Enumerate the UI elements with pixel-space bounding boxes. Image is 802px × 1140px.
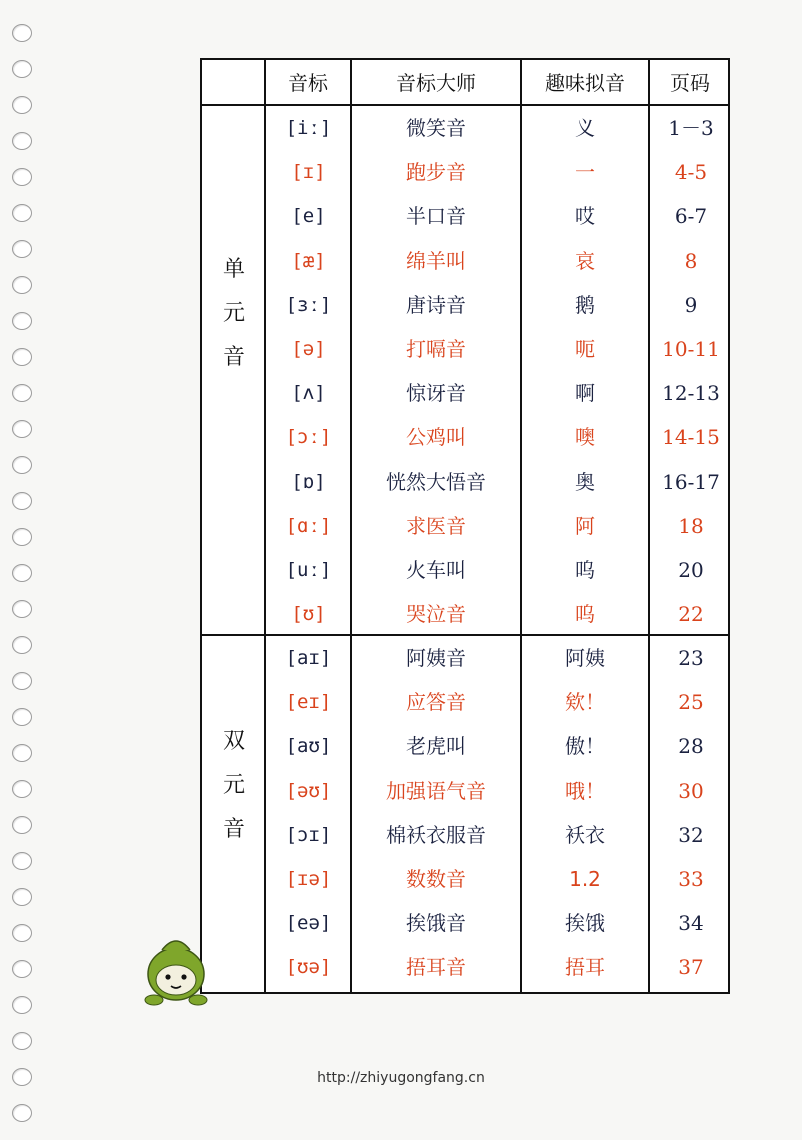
phonetic-symbol: [e]	[291, 205, 326, 228]
symbol-master-name: 应答音	[406, 690, 466, 715]
phonetic-symbol: [ɜː]	[285, 293, 332, 316]
table-row	[266, 592, 728, 636]
col-header-fun: 趣味拟音	[545, 71, 625, 95]
symbol-master-name: 数数音	[406, 867, 466, 891]
page-number: 25	[678, 690, 704, 715]
fun-onomatopoeia: 噢	[575, 425, 595, 450]
page-number: 20	[678, 558, 704, 582]
punch-hole	[12, 348, 32, 366]
punch-hole	[12, 600, 32, 618]
symbol-master-name: 阿姨音	[406, 646, 466, 670]
punch-hole	[12, 168, 32, 186]
phonetic-symbol: [ɪ]	[291, 161, 326, 184]
col-header-master: 音标大师	[396, 71, 476, 95]
page-number: 34	[678, 911, 704, 936]
phonetic-symbol: [eɪ]	[285, 691, 332, 714]
group-label-monophthong: 单 元 音	[222, 257, 245, 370]
phonetic-symbol: [uː]	[285, 559, 332, 581]
symbol-master-name: 打嗝音	[406, 337, 466, 361]
phonetic-symbol: [æ]	[291, 249, 326, 272]
green-frog-mascot-icon	[140, 930, 212, 1008]
punch-hole	[12, 816, 32, 834]
phonetic-symbol: [ʊə]	[285, 956, 332, 979]
table-row	[266, 680, 728, 724]
punch-hole	[12, 636, 32, 654]
punch-hole	[12, 924, 32, 942]
punch-hole	[12, 132, 32, 150]
fun-onomatopoeia: 呃	[575, 337, 595, 361]
punch-hole	[12, 312, 32, 330]
page-number: 1－3	[668, 116, 714, 140]
table-row	[266, 813, 728, 857]
table-row	[266, 239, 728, 283]
fun-onomatopoeia: 呜	[575, 602, 595, 627]
symbol-master-name: 加强语气音	[386, 778, 486, 803]
fun-onomatopoeia: 哀	[575, 248, 595, 273]
page-number: 4-5	[674, 160, 708, 185]
punch-hole	[12, 852, 32, 870]
phonetic-symbol: [ʊ]	[291, 603, 326, 626]
table-row	[266, 460, 728, 504]
symbol-master-name: 捂耳音	[406, 955, 466, 980]
punch-hole	[12, 996, 32, 1014]
punch-hole	[12, 528, 32, 546]
punch-hole	[12, 240, 32, 258]
punch-hole	[12, 96, 32, 114]
page-number: 32	[678, 822, 704, 847]
fun-onomatopoeia: 阿	[575, 513, 595, 538]
symbol-master-name: 公鸡叫	[406, 425, 466, 450]
fun-onomatopoeia: 一	[575, 160, 595, 185]
punch-hole	[12, 276, 32, 294]
symbol-master-name: 半口音	[406, 204, 466, 229]
fun-onomatopoeia: 阿姨	[565, 646, 605, 670]
page-number: 9	[684, 292, 698, 317]
phonetic-symbol: [ɔː]	[285, 426, 332, 449]
table-row	[266, 945, 728, 989]
punch-hole	[12, 708, 32, 726]
punch-hole	[12, 780, 32, 798]
phonetic-symbol: [ɔɪ]	[285, 823, 332, 846]
page-number: 18	[678, 513, 704, 538]
page-number: 28	[678, 734, 704, 759]
phonetic-symbol: [ə]	[291, 338, 326, 360]
punch-hole	[12, 456, 32, 474]
table-row	[266, 283, 728, 327]
phonetic-symbol: [aʊ]	[285, 735, 332, 758]
page-number: 22	[678, 602, 704, 627]
group-label-diphthong: 双 元 音	[222, 729, 245, 842]
punch-hole	[12, 420, 32, 438]
table-row	[266, 106, 728, 150]
punch-hole	[12, 960, 32, 978]
symbol-master-name: 唐诗音	[406, 292, 466, 317]
punch-hole	[12, 492, 32, 510]
fun-onomatopoeia: 哎	[575, 204, 595, 229]
table-row	[266, 857, 728, 901]
phonetic-symbol: [ɑː]	[285, 514, 332, 537]
symbol-master-name: 绵羊叫	[406, 248, 466, 273]
page-number: 10-11	[662, 337, 720, 361]
symbol-master-name: 恍然大悟音	[386, 469, 486, 494]
fun-onomatopoeia: 捂耳	[565, 955, 605, 980]
symbol-master-name: 跑步音	[406, 160, 466, 185]
table-row	[266, 150, 728, 194]
page-number: 12-13	[662, 381, 720, 406]
table-row	[266, 504, 728, 548]
fun-onomatopoeia: 哦！	[565, 778, 605, 803]
page-number: 30	[678, 778, 704, 803]
table-row	[266, 769, 728, 813]
punch-hole	[12, 744, 32, 762]
symbol-master-name: 火车叫	[406, 558, 466, 582]
fun-onomatopoeia: 1.2	[569, 867, 601, 891]
col-header-symbol: 音标	[288, 71, 328, 95]
col-header-page: 页码	[670, 71, 710, 95]
fun-onomatopoeia: 呜	[575, 558, 595, 582]
table-row	[266, 194, 728, 238]
table-row	[266, 548, 728, 592]
fun-onomatopoeia: 傲！	[565, 734, 605, 759]
fun-onomatopoeia: 袄衣	[565, 822, 605, 847]
phonetic-symbol: [aɪ]	[285, 647, 332, 669]
footer-url: http://zhiyugongfang.cn	[317, 1070, 485, 1086]
table-row	[266, 415, 728, 459]
table-row	[266, 327, 728, 371]
symbol-master-name: 哭泣音	[406, 602, 466, 627]
fun-onomatopoeia: 奥	[575, 469, 595, 494]
table-row	[266, 901, 728, 945]
page-number: 33	[678, 867, 704, 891]
symbol-master-name: 求医音	[406, 513, 466, 538]
punch-hole	[12, 384, 32, 402]
page-number: 14-15	[662, 425, 720, 450]
fun-onomatopoeia: 鹅	[575, 292, 595, 317]
fun-onomatopoeia: 啊	[575, 381, 595, 406]
vowel-table	[200, 58, 730, 994]
phonetic-symbol: [eə]	[285, 912, 332, 935]
page-number: 8	[684, 248, 698, 273]
punch-holes	[12, 24, 34, 1140]
page-number: 16-17	[662, 469, 720, 494]
punch-hole	[12, 60, 32, 78]
punch-hole	[12, 1032, 32, 1050]
phonetic-symbol: [ɒ]	[291, 470, 326, 493]
phonetic-symbol: [əʊ]	[285, 779, 332, 802]
punch-hole	[12, 24, 32, 42]
table-row	[266, 636, 728, 680]
phonetic-symbol: [ɪə]	[285, 868, 332, 890]
punch-hole	[12, 672, 32, 690]
table-row	[266, 724, 728, 768]
phonetic-symbol: [iː]	[285, 117, 332, 139]
page-number: 37	[678, 955, 704, 980]
symbol-master-name: 老虎叫	[406, 734, 466, 759]
fun-onomatopoeia: 挨饿	[565, 911, 605, 936]
table-row	[266, 371, 728, 415]
punch-hole	[12, 564, 32, 582]
symbol-master-name: 棉袄衣服音	[386, 822, 486, 847]
page-number: 23	[678, 646, 704, 670]
punch-hole	[12, 1104, 32, 1122]
symbol-master-name: 惊讶音	[406, 381, 466, 406]
fun-onomatopoeia: 义	[575, 116, 595, 140]
symbol-master-name: 微笑音	[406, 116, 466, 140]
punch-hole	[12, 204, 32, 222]
page-number: 6-7	[674, 204, 708, 229]
punch-hole	[12, 888, 32, 906]
fun-onomatopoeia: 欸！	[565, 690, 605, 715]
phonetic-symbol: [ʌ]	[291, 382, 326, 405]
symbol-master-name: 挨饿音	[406, 911, 466, 936]
